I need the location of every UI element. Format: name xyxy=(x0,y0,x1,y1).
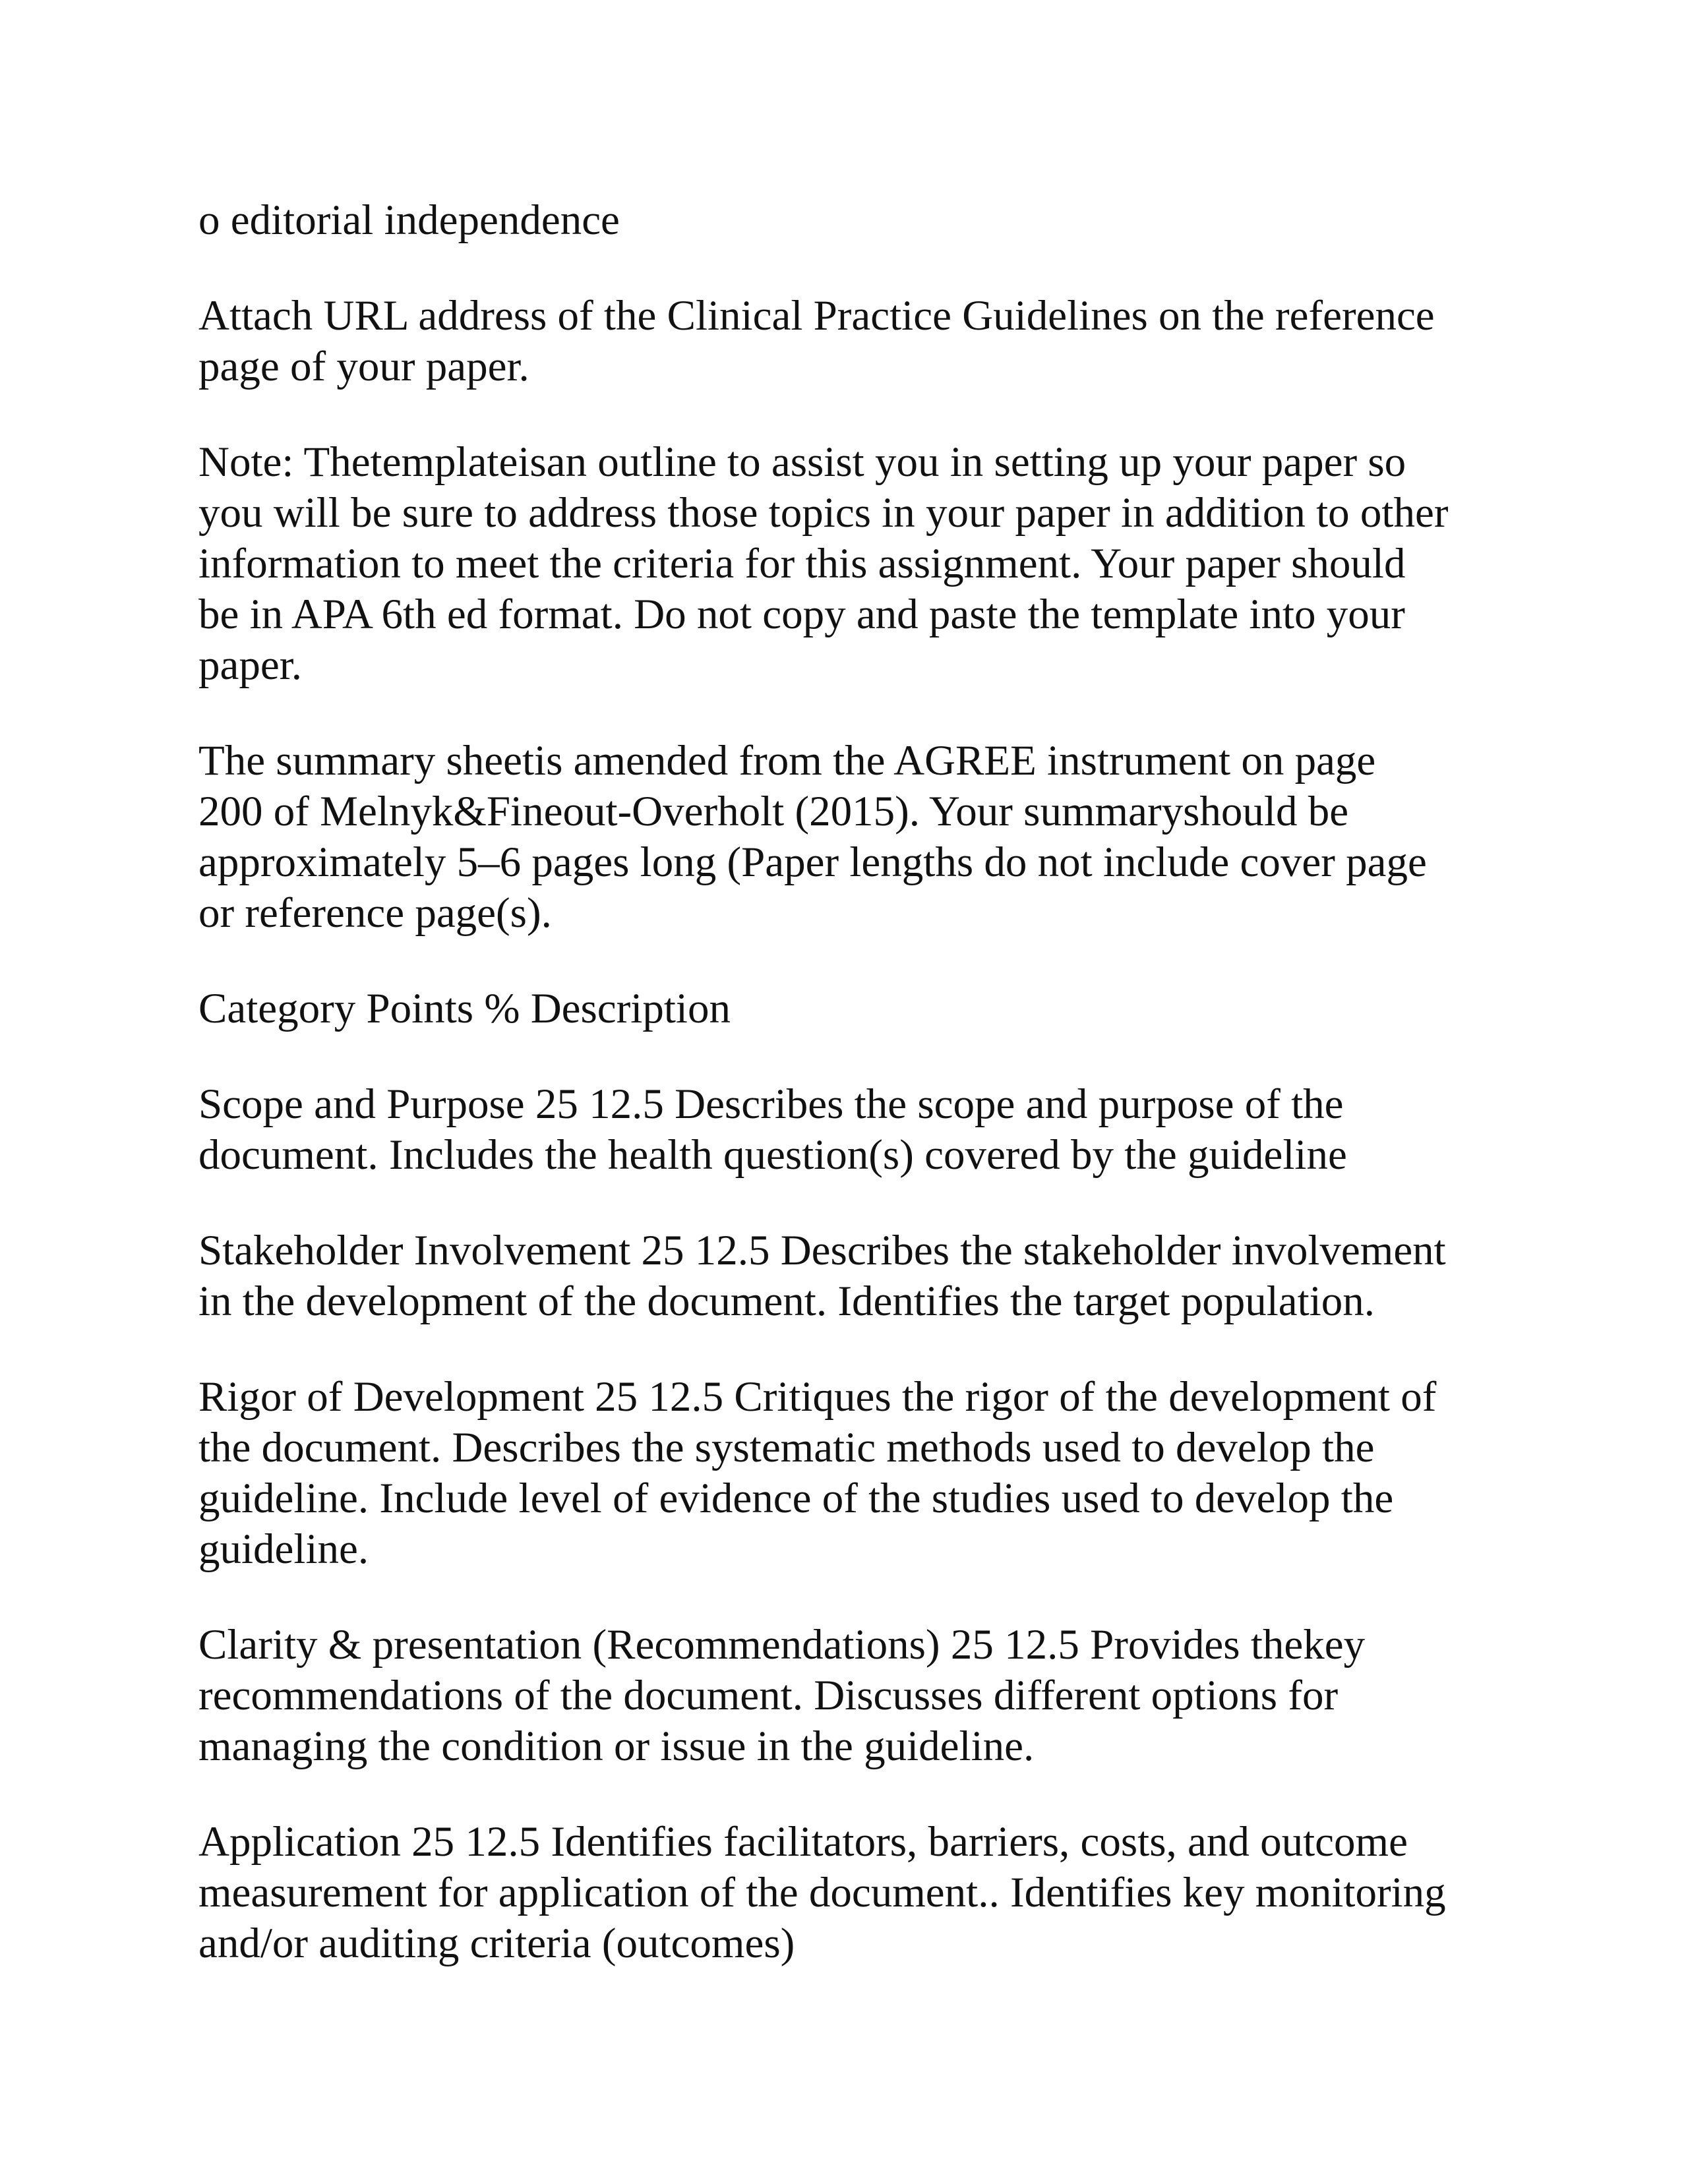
text-line: Application 25 12.5 Identifies facilitators, barriers, costs, and outcome xyxy=(198,1818,1408,1866)
paragraph-clarity-presentation xyxy=(198,1620,1517,1772)
text-line: document. Includes the health question(s) covered by the guideline xyxy=(198,1131,1347,1179)
text-line: in the development of the document. Identifies the target population. xyxy=(198,1278,1375,1325)
paragraph-note xyxy=(198,437,1517,691)
text-line: Note: Thetemplateisan outline to assist you in setting up your paper so xyxy=(198,438,1406,486)
text-line: Category Points % Description xyxy=(198,985,731,1032)
text-line: approximately 5–6 pages long (Paper lengths do not include cover page xyxy=(198,839,1427,886)
paragraph-category-header xyxy=(198,984,1517,1034)
text-line: guideline. xyxy=(198,1525,369,1573)
paragraph-application xyxy=(198,1817,1517,1969)
text-line: o editorial independence xyxy=(198,196,620,244)
text-line: Clarity & presentation (Recommendations) 25 12.5 Provides thekey xyxy=(198,1621,1366,1668)
paragraph-rigor-of-development xyxy=(198,1372,1517,1575)
text-line: 200 of Melnyk&Fineout-Overholt (2015). Your summaryshould be xyxy=(198,788,1349,835)
text-line: and/or auditing criteria (outcomes) xyxy=(198,1920,795,1967)
text-line: managing the condition or issue in the guideline. xyxy=(198,1723,1035,1770)
text-line: guideline. Include level of evidence of the studies used to develop the xyxy=(198,1475,1394,1522)
text-line: or reference page(s). xyxy=(198,889,552,937)
text-line: Stakeholder Involvement 25 12.5 Describes the stakeholder involvement xyxy=(198,1227,1446,1274)
text-line: measurement for application of the document.. Identifies key monitoring xyxy=(198,1869,1446,1916)
paragraph-stakeholder-involvement xyxy=(198,1225,1517,1327)
text-line: paper. xyxy=(198,641,303,689)
paragraph-editorial-independence xyxy=(198,195,1517,246)
text-line: Scope and Purpose 25 12.5 Describes the scope and purpose of the xyxy=(198,1080,1344,1128)
text-line: Attach URL address of the Clinical Practice Guidelines on the reference xyxy=(198,292,1435,339)
document-page xyxy=(198,195,1517,2014)
text-line: the document. Describes the systematic methods used to develop the xyxy=(198,1424,1375,1471)
paragraph-summary-sheet xyxy=(198,736,1517,939)
text-line: Rigor of Development 25 12.5 Critiques the rigor of the development of xyxy=(198,1373,1437,1421)
text-line: you will be sure to address those topics in your paper in addition to other xyxy=(198,489,1449,537)
text-line: page of your paper. xyxy=(198,343,529,390)
text-line: The summary sheetis amended from the AGREE instrument on page xyxy=(198,737,1376,784)
paragraph-scope-purpose xyxy=(198,1079,1517,1181)
text-line: be in APA 6th ed format. Do not copy and paste the template into your xyxy=(198,591,1405,638)
text-line: information to meet the criteria for this assignment. Your paper should xyxy=(198,540,1406,587)
text-line: recommendations of the document. Discusses different options for xyxy=(198,1672,1339,1719)
paragraph-attach-url xyxy=(198,291,1517,392)
